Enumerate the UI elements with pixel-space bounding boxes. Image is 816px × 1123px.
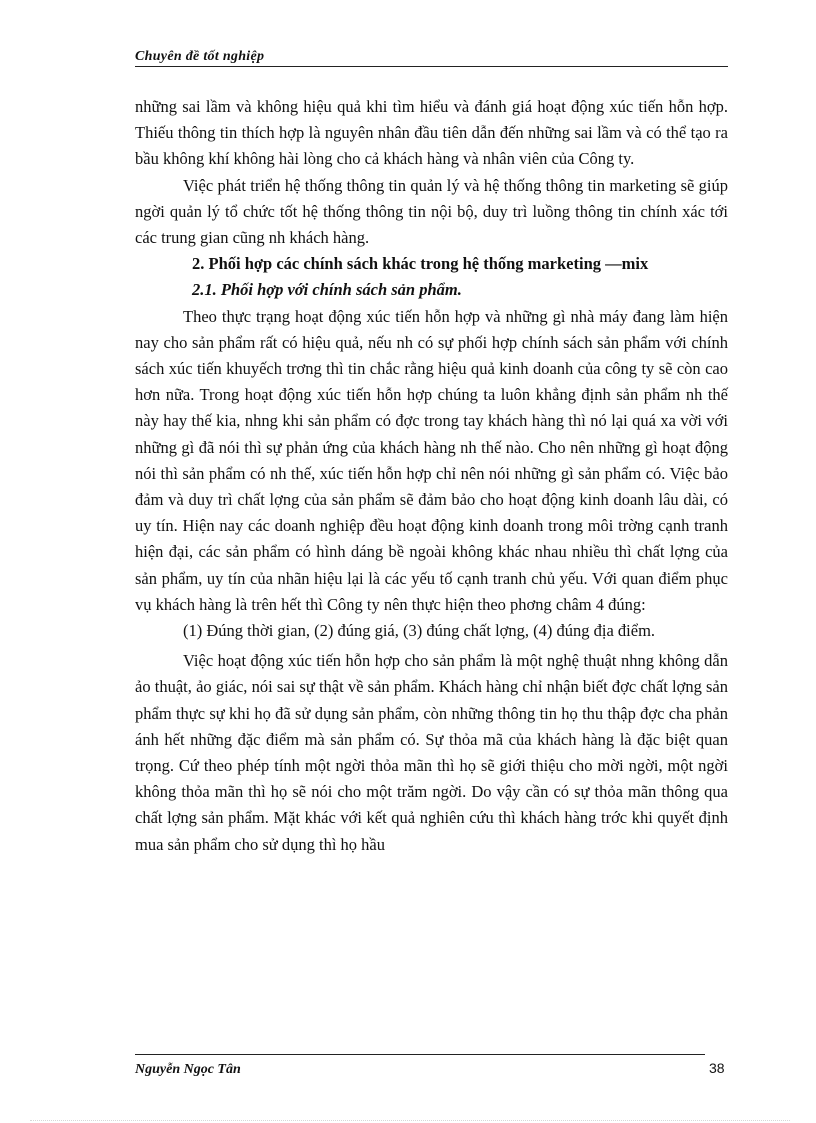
footer-rule [135, 1054, 705, 1055]
paragraph-product-policy: Theo thực trạng hoạt động xúc tiến hỗn hợp và những gì nhà máy đang làm hiện nay cho sản phẩm rất có hiệu quả, nếu nh có sự phối hợp chính sách sản phẩm với chính sách xúc tiến khuyếch trơng thì tin chắc rằng hiệu quả kinh doanh của công ty sẽ còn cao hơn nữa. Trong hoạt động xúc tiến hỗn hợp chúng ta luôn khẳng định sản phẩm nh thế này hay thế kia, nhng khi sản phẩm có đợc trong tay khách hàng thì nó lại quá xa vời với những gì đã nói thì sự phản ứng của khách hàng nh thế nào. Cho nên những gì hoạt động nói thì sản phẩm có nh thế, xúc tiến hỗn hợp chỉ nên nói những gì sản phẩm có. Việc bảo đảm và duy trì chất lợng của sản phẩm sẽ đảm bảo cho hoạt động kinh doanh lâu dài, có uy tín. Hiện nay các doanh nghiệp đều hoạt động kinh doanh trong môi trờng cạnh tranh hiện đại, các sản phẩm có hình dáng bề ngoài không khác nhau nhiều thì chất lợng của sản phẩm, uy tín của nhãn hiệu lại là các yếu tố cạnh tranh chủ yếu. Với quan điểm phục vụ khách hàng là trên hết thì Công ty nên thực hiện theo phơng châm 4 đúng: [135, 306, 728, 614]
subsection-heading: 2.1. Phối hợp với chính sách sản phẩm. [192, 280, 462, 300]
section-heading: 2. Phối hợp các chính sách khác trong hệ thống marketing —mix [192, 254, 649, 274]
document-body [135, 94, 728, 858]
page-header [135, 48, 728, 67]
paragraph-art-of-promotion: Việc hoạt động xúc tiến hỗn hợp cho sản phẩm là một nghệ thuật nhng không dẫn ảo thuật, ảo giác, nói sai sự thật về sản phẩm. Khách hàng chỉ nhận biết đợc chất lợng sản phẩm thực sự khi họ đã sử dụng sản phẩm, còn những thông tin họ thu thập đợc cha phản ánh hết những đặc điểm mà sản phẩm có. Sự thỏa mã của khách hàng là đặc biệt quan trọng. Cứ theo phép tính một ngời thỏa mãn thì họ sẽ giới thiệu cho mời ngời, một ngời không thỏa mãn thì họ sẽ nói cho một trăm ngời. Do vậy cần có sự thỏa mãn thông qua chất lợng sản phẩm. Mặt khác với kết quả nghiên cứu thì khách hàng trớc khi quyết định mua sản phẩm cho sử dụng thì họ hầu [135, 651, 728, 854]
header-title: Chuyên đề tốt nghiệp [135, 49, 265, 64]
paragraph-four-rights: (1) Đúng thời gian, (2) đúng giá, (3) đúng chất lợng, (4) đúng địa điểm. [183, 621, 656, 641]
paragraph-continuation: những sai lầm và không hiệu quả khi tìm hiểu và đánh giá hoạt động xúc tiến hỗn hợp. Thiếu thông tin thích hợp là nguyên nhân đầu tiên dẫn đến những sai lầm và có thể tạo ra bầu không khí không hài lòng cho cả khách hàng và nhân viên của Công ty. [135, 97, 728, 169]
footer-author: Nguyễn Ngọc Tân [135, 1062, 241, 1077]
page-edge-divider [30, 1120, 790, 1122]
paragraph-mis: Việc phát triển hệ thống thông tin quản lý và hệ thống thông tin marketing sẽ giúp ngời quản lý tổ chức tốt hệ thống thông tin nội bộ, duy trì luồng thông tin chính xác tới các trung gian cũng nh khách hàng. [135, 175, 728, 248]
page-number: 38 [709, 1060, 725, 1076]
